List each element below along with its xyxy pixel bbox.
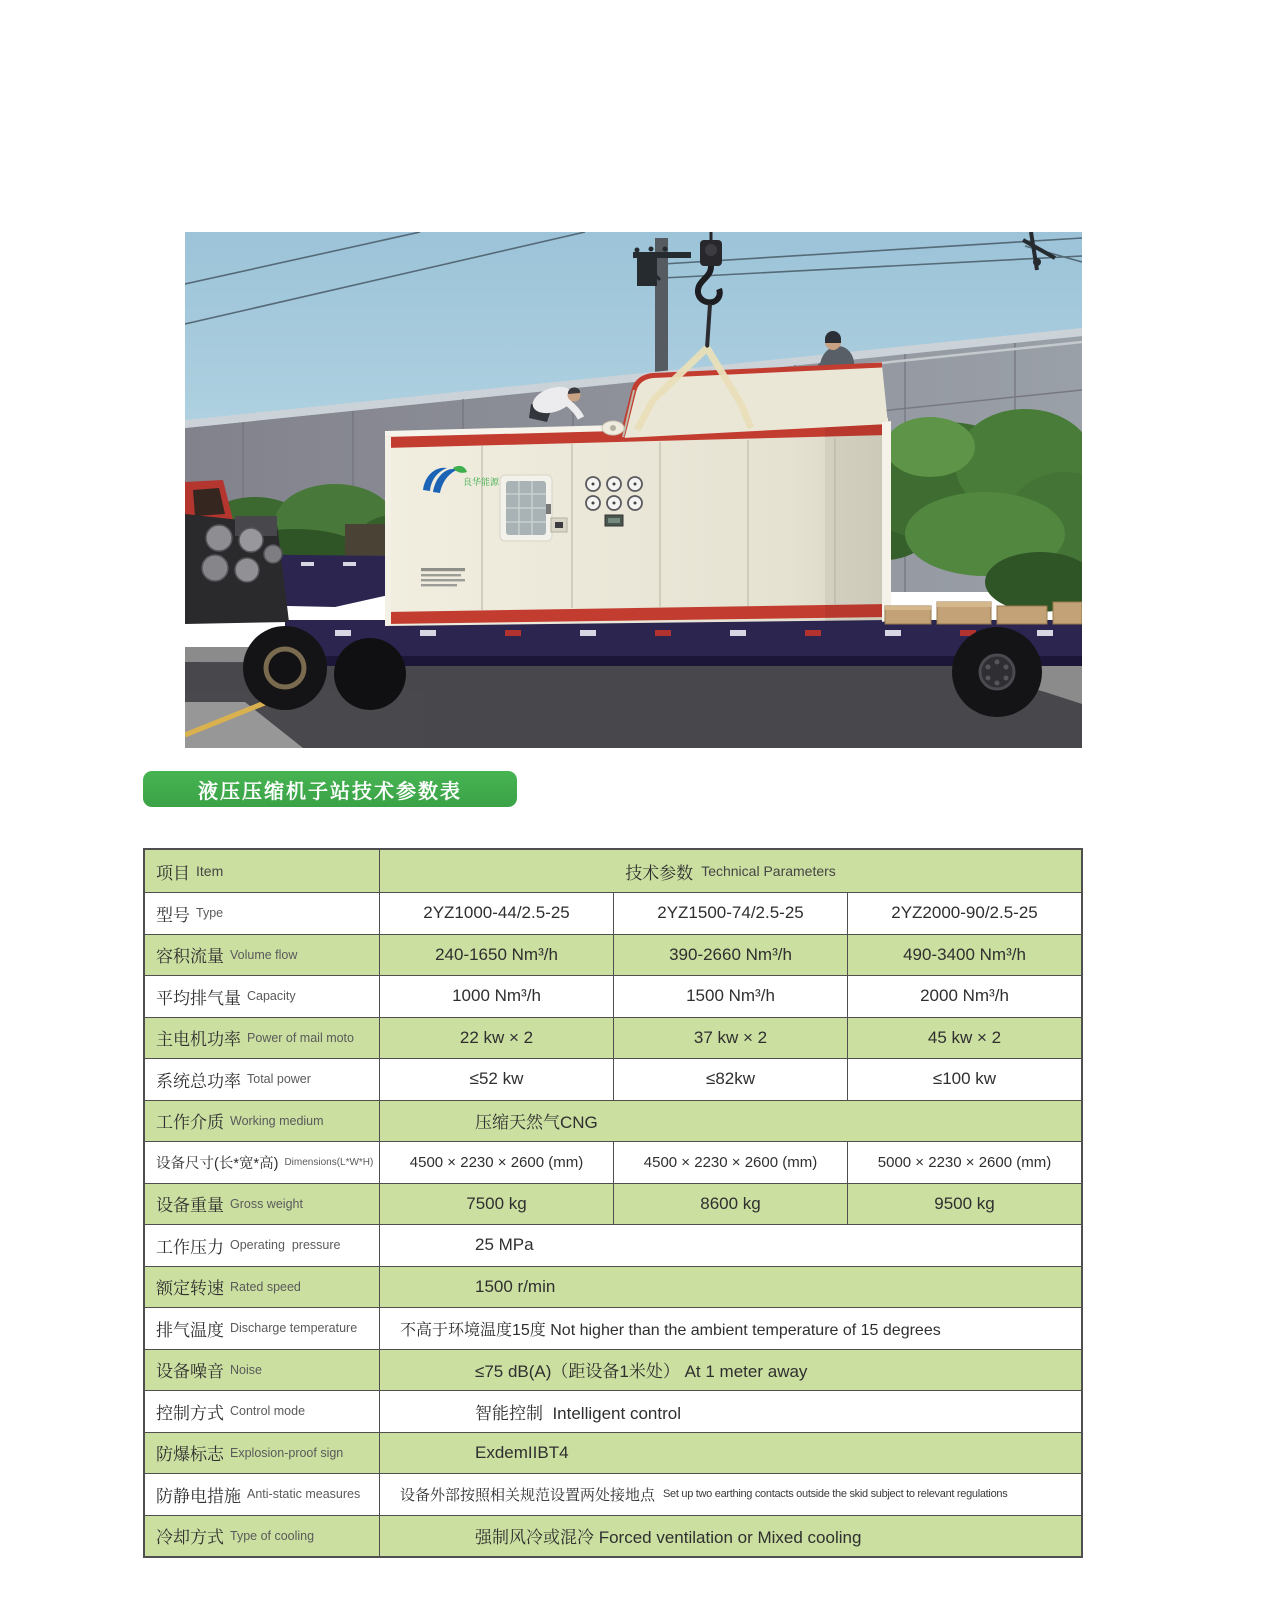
param-value: 2YZ1000-44/2.5-25 — [380, 893, 614, 934]
table-row-total-power — [145, 1058, 1081, 1100]
table-row-anti-static — [145, 1473, 1081, 1515]
param-value: 1500 Nm³/h — [614, 976, 848, 1017]
param-value: 9500 kg — [934, 1193, 995, 1213]
table-row-capacity — [145, 975, 1081, 1017]
param-label-zh: 额定转速 — [156, 1279, 224, 1299]
param-value: 2YZ2000-90/2.5-25 — [891, 903, 1038, 923]
param-value-text: 压缩天然气CNG — [475, 1113, 598, 1133]
table-row-working-medium — [145, 1100, 1081, 1142]
param-value: 22 kw × 2 — [380, 1018, 614, 1059]
table-row-explosion-proof — [145, 1432, 1081, 1474]
table-header-row — [145, 850, 1081, 892]
param-label-zh: 冷却方式 — [156, 1528, 224, 1548]
table-row-gross-weight — [145, 1183, 1081, 1225]
param-value: 490-3400 Nm³/h — [903, 944, 1026, 964]
param-value-text: 25 MPa — [475, 1235, 534, 1255]
param-value: 4500 × 2230 × 2600 (mm) — [614, 1142, 848, 1183]
param-label-zh: 主电机功率 — [156, 1030, 241, 1050]
param-label-en: Discharge temperature — [230, 1321, 358, 1336]
param-label — [145, 976, 380, 1017]
param-label — [145, 1433, 380, 1474]
unit-body — [385, 424, 888, 626]
param-value-text: 强制风冷或混冷 Forced ventilation or Mixed cooling — [475, 1528, 862, 1548]
table-row-dimensions — [145, 1141, 1081, 1183]
param-value: 2YZ1500-74/2.5-25 — [614, 893, 848, 934]
param-value-span — [380, 1350, 1081, 1391]
param-value: 1000 Nm³/h — [380, 976, 614, 1017]
table-row-cooling — [145, 1515, 1081, 1557]
param-label — [145, 1267, 380, 1308]
param-label — [145, 1101, 380, 1142]
param-label-en: Type of cooling — [230, 1528, 315, 1543]
param-label-en: Capacity — [247, 989, 296, 1004]
param-label-en: Control mode — [230, 1404, 306, 1419]
param-label-zh: 排气温度 — [156, 1320, 224, 1340]
param-label — [145, 1516, 380, 1557]
param-label-en: Power of mail moto — [247, 1030, 354, 1045]
param-label-en: Working medium — [230, 1113, 324, 1128]
param-value-span — [380, 1101, 1081, 1142]
param-value-text: ExdemIIBT4 — [475, 1442, 569, 1462]
param-value-span — [380, 1225, 1081, 1266]
param-label-zh: 设备重量 — [156, 1196, 224, 1216]
table-row-motor-power — [145, 1017, 1081, 1059]
param-label — [145, 1350, 380, 1391]
rear-wheel — [952, 627, 1042, 717]
param-value-text-en: Set up two earthing contacts outside the skid subject to relevant regulations — [663, 1488, 1008, 1501]
header-item-en: Item — [196, 863, 224, 879]
param-label — [145, 1474, 380, 1515]
param-value-text: 不高于环境温度15度 Not higher than the ambient temperature of 15 degrees — [400, 1321, 941, 1339]
param-label-en: Rated speed — [230, 1279, 301, 1294]
section-title: 液压压缩机子站技术参数表 — [198, 780, 462, 803]
table-row-discharge-temperature — [145, 1307, 1081, 1349]
param-value: 8600 kg — [614, 1184, 848, 1225]
param-value: 240-1650 Nm³/h — [380, 935, 614, 976]
header-parameters-zh: 技术参数 — [625, 863, 694, 883]
control-box — [551, 518, 567, 532]
param-label-en: Gross weight — [230, 1196, 303, 1211]
header-item-zh: 项目 — [156, 863, 190, 883]
param-label — [145, 935, 380, 976]
parameters-table — [143, 848, 1083, 1558]
param-value-span — [380, 1474, 1081, 1515]
table-row-operating-pressure — [145, 1224, 1081, 1266]
param-label — [145, 1391, 380, 1432]
product-photo — [185, 232, 1082, 748]
param-label-zh: 设备噪音 — [156, 1362, 224, 1382]
param-label — [145, 893, 380, 934]
param-value: 4500 × 2230 × 2600 (mm) — [380, 1142, 614, 1183]
header-parameters-cell — [380, 850, 1081, 892]
param-value: 2000 Nm³/h — [920, 986, 1009, 1006]
param-label — [145, 1142, 380, 1183]
param-label — [145, 1184, 380, 1225]
table-row-control-mode — [145, 1390, 1081, 1432]
brand-logo-text: 良华能源 — [463, 477, 500, 487]
param-value-text: 智能控制 Intelligent control — [475, 1403, 681, 1423]
param-value: 45 kw × 2 — [927, 1027, 1002, 1047]
param-label — [145, 1225, 380, 1266]
param-label — [145, 1059, 380, 1100]
param-label-zh: 工作压力 — [156, 1237, 224, 1257]
param-value-text: 1500 r/min — [475, 1276, 556, 1296]
param-label-zh: 控制方式 — [156, 1403, 224, 1423]
table-row-noise — [145, 1349, 1081, 1391]
param-label-zh: 设备尺寸(长*宽*高) — [156, 1155, 279, 1172]
section-title-banner — [143, 771, 517, 807]
param-value-span — [380, 1516, 1081, 1557]
param-label — [145, 1308, 380, 1349]
param-label-en: Total power — [247, 1072, 311, 1087]
param-value-span — [380, 1308, 1081, 1349]
param-label — [145, 1018, 380, 1059]
param-value-span — [380, 1267, 1081, 1308]
param-value: 37 kw × 2 — [614, 1018, 848, 1059]
param-label-en: Operating pressure — [230, 1238, 341, 1253]
param-label-en: Explosion-proof sign — [230, 1445, 344, 1460]
param-label-zh: 防爆标志 — [156, 1445, 224, 1465]
param-value-span — [380, 1433, 1081, 1474]
param-label-zh: 防静电措施 — [156, 1486, 241, 1506]
table-row-rated-speed — [145, 1266, 1081, 1308]
param-value-text: ≤75 dB(A)（距设备1米处） At 1 meter away — [475, 1362, 808, 1382]
param-label-zh: 平均排气量 — [156, 988, 241, 1008]
param-label-zh: 工作介质 — [156, 1113, 224, 1133]
header-item-cell — [145, 850, 380, 892]
param-value: 7500 kg — [380, 1184, 614, 1225]
param-value: ≤100 kw — [932, 1069, 997, 1089]
param-value: ≤52 kw — [380, 1059, 614, 1100]
param-label-zh: 容积流量 — [156, 947, 224, 967]
param-value: 390-2660 Nm³/h — [614, 935, 848, 976]
param-label-en: Anti-static measures — [247, 1487, 361, 1502]
table-row-type — [145, 892, 1081, 934]
param-label-en: Volume flow — [230, 947, 298, 962]
param-label-zh: 型号 — [156, 905, 190, 925]
param-label-en: Type — [196, 906, 224, 921]
param-value: 5000 × 2230 × 2600 (mm) — [877, 1153, 1052, 1171]
inspection-window — [500, 475, 552, 541]
param-label-en: Dimensions(L*W*H) — [284, 1156, 374, 1168]
param-value-text: 设备外部按照相关规范设置两处接地点 — [400, 1486, 656, 1504]
param-value: ≤82kw — [614, 1059, 848, 1100]
param-label-zh: 系统总功率 — [156, 1071, 241, 1091]
param-value-span — [380, 1391, 1081, 1432]
header-parameters-en: Technical Parameters — [701, 863, 836, 879]
param-label-en: Noise — [230, 1362, 262, 1377]
table-row-volume-flow — [145, 934, 1081, 976]
